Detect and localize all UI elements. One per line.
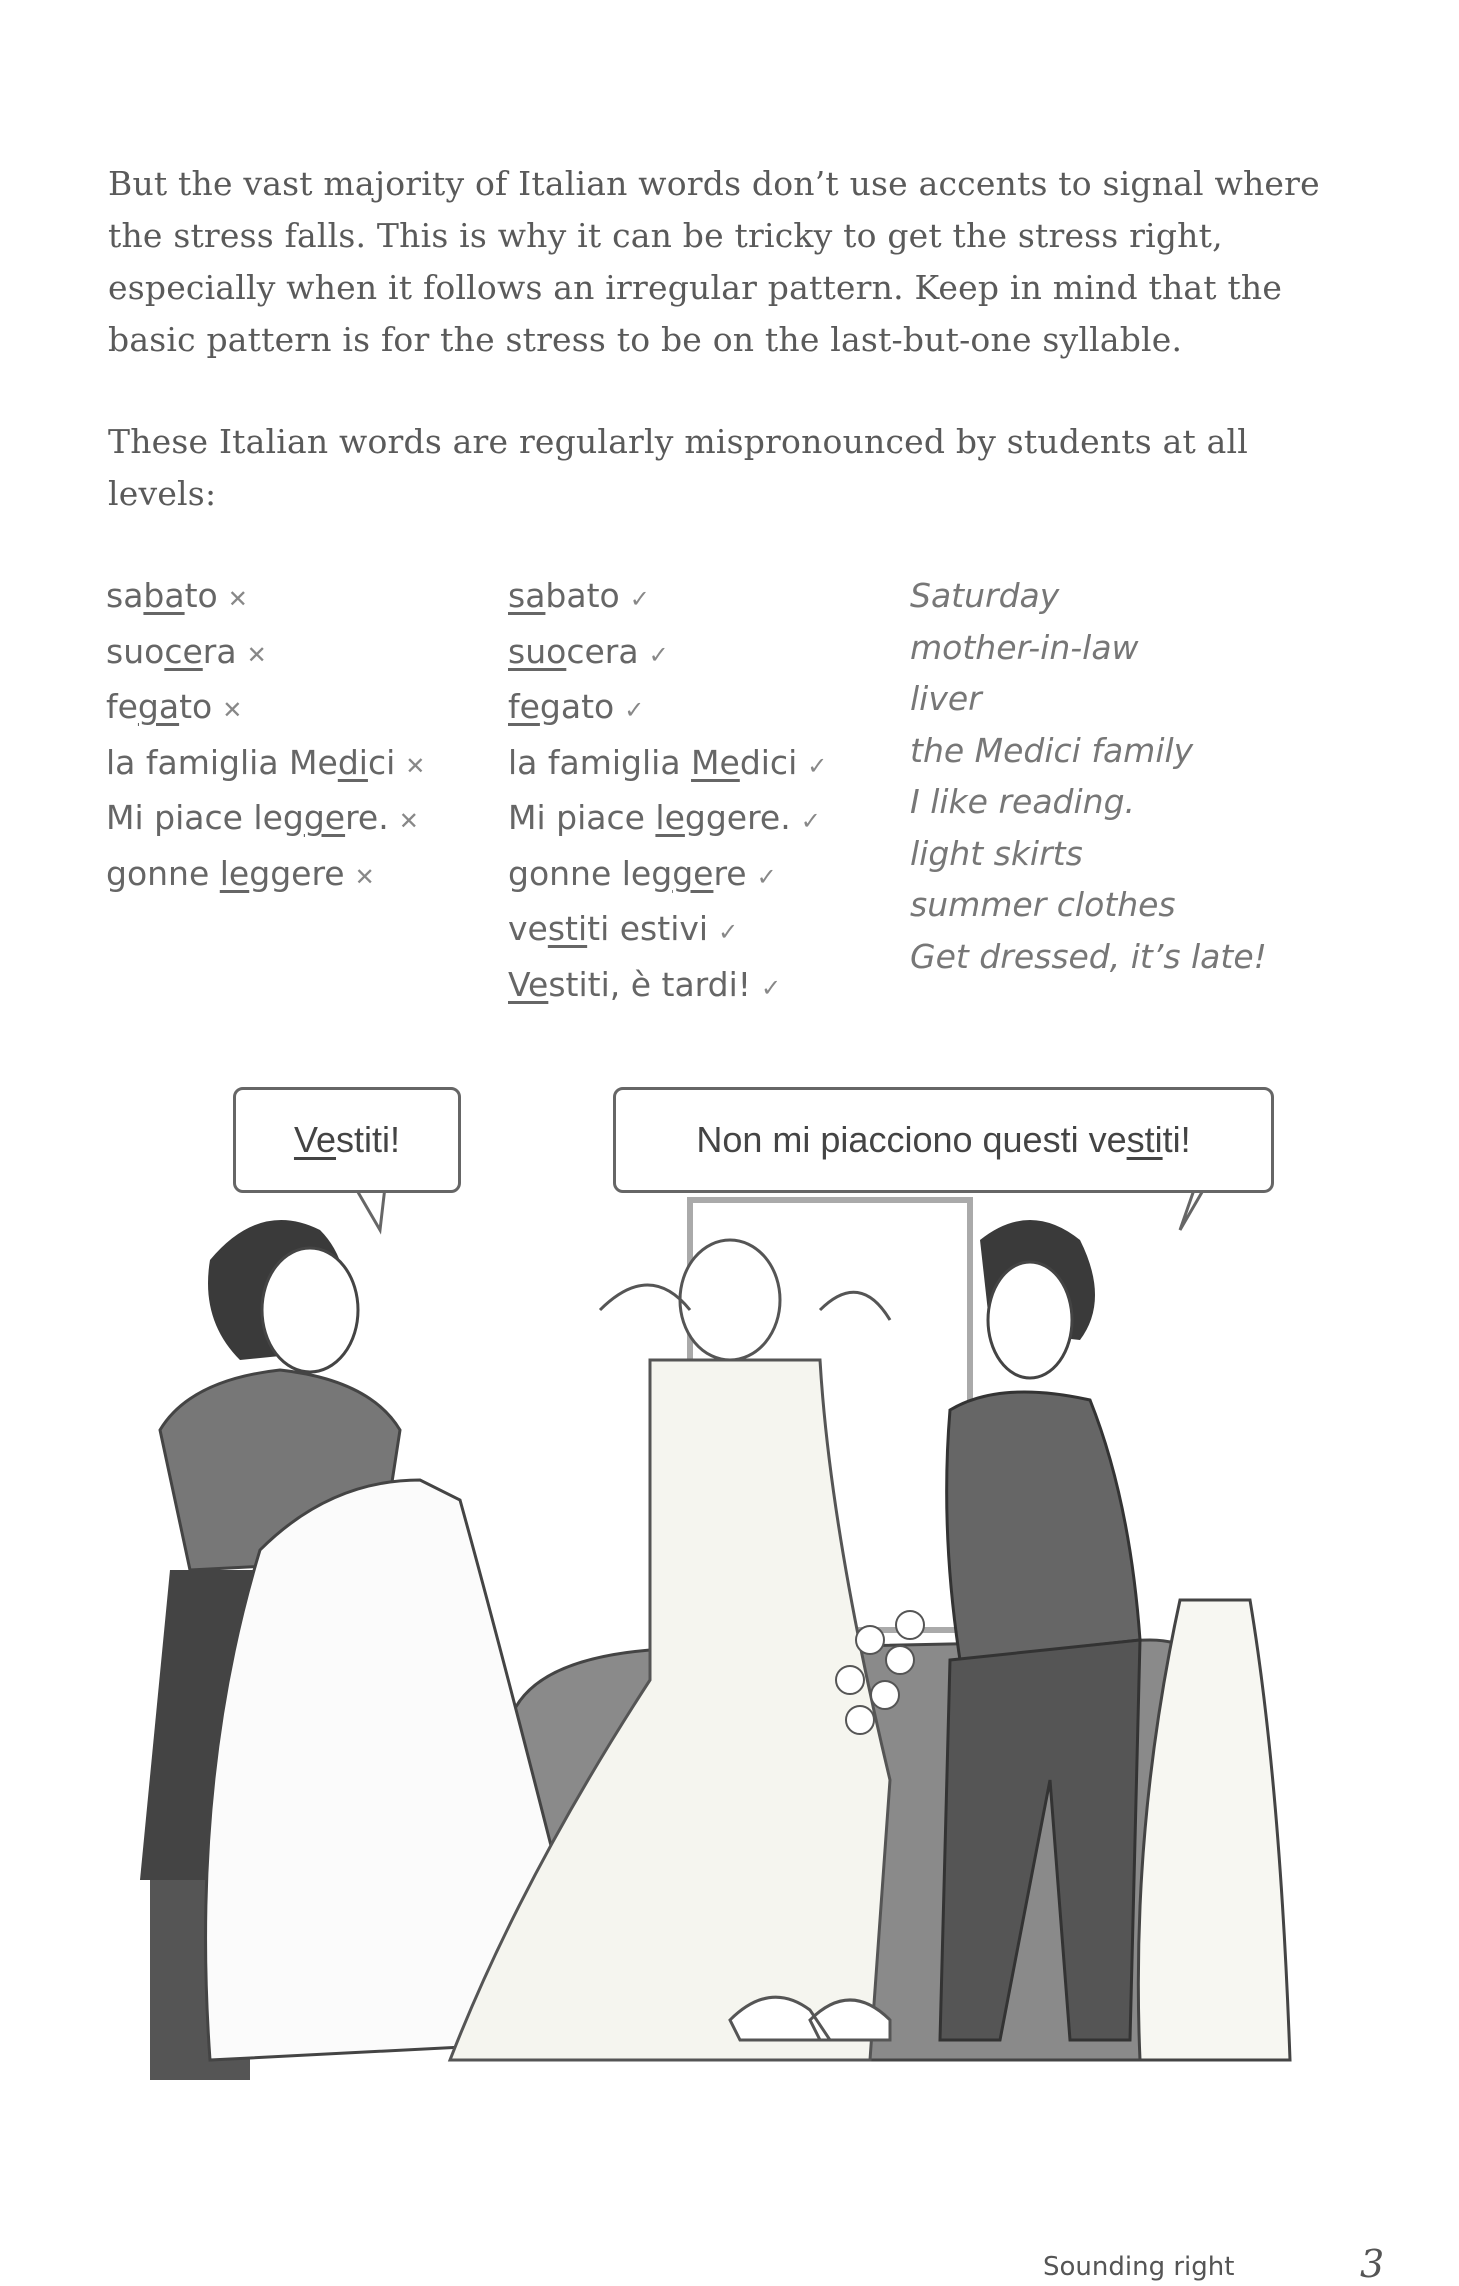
check-icon: ✓ xyxy=(648,640,669,669)
stressed-syllable: Ve xyxy=(508,964,549,1004)
word-segment: la famiglia Me xyxy=(106,742,338,782)
right-pronunciation xyxy=(508,792,827,848)
stressed-syllable: suo xyxy=(508,631,567,671)
stressed-syllable: ga xyxy=(137,687,180,726)
word-segment: ggere xyxy=(249,853,345,893)
right-pronunciation xyxy=(508,737,827,793)
word-segment: ra xyxy=(202,631,237,671)
word-segment: re xyxy=(713,853,747,893)
translation: liver xyxy=(910,679,982,718)
speech-bubble-right xyxy=(613,1087,1274,1193)
right-pronunciations-column xyxy=(508,570,827,1014)
cross-icon: ✕ xyxy=(222,696,243,724)
mispronounced-intro: These Italian words are regularly mispronounced by students at all levels: xyxy=(108,422,1249,513)
word-segment: cera xyxy=(566,631,639,671)
word-segment: dici xyxy=(739,742,798,782)
check-icon: ✓ xyxy=(761,973,782,1002)
speech-bubble-left xyxy=(233,1087,461,1193)
translation: the Medici family xyxy=(910,730,1194,770)
cross-icon: ✕ xyxy=(227,585,248,613)
word-segment: ve xyxy=(508,909,548,948)
word-segment: fe xyxy=(106,687,138,726)
wrong-pronunciation xyxy=(106,848,425,904)
check-icon: ✓ xyxy=(629,585,650,613)
bubble-tail xyxy=(1180,1187,1205,1230)
check-icon: ✓ xyxy=(800,807,821,835)
stressed-syllable: ge xyxy=(672,853,714,893)
translation: Saturday xyxy=(910,576,1060,615)
stressed-syllable: le xyxy=(219,853,250,893)
word-segment: ci xyxy=(367,742,396,782)
wrong-pronunciations-column xyxy=(106,570,425,903)
cross-icon: ✕ xyxy=(405,751,426,780)
wrong-pronunciation xyxy=(106,737,425,793)
right-pronunciation xyxy=(508,848,827,904)
word-segment: gonne xyxy=(106,853,220,893)
stressed-syllable: ce xyxy=(164,631,203,671)
translation: mother-in-law xyxy=(910,627,1139,667)
word-segment: bato xyxy=(545,576,620,615)
stressed-syllable: fe xyxy=(508,687,540,726)
stressed-syllable: sti xyxy=(547,909,588,948)
stressed-syllable: ba xyxy=(143,576,185,615)
check-icon: ✓ xyxy=(756,862,777,891)
translation: light skirts xyxy=(910,833,1083,873)
word-segment: gato xyxy=(539,687,615,726)
wrong-pronunciation xyxy=(106,792,425,848)
right-pronunciation xyxy=(508,626,827,682)
word-segment: sa xyxy=(106,576,144,615)
intro-paragraph: But the vast majority of Italian words don’t use accents to signal where the stress falls. This is why it can be tricky to get the stress right, especially when it follows an irregular pattern. Keep in mind that the basic pattern is for the stress to be on the last-but-one syllable. xyxy=(108,164,1320,359)
word-segment: to xyxy=(184,576,218,615)
word-segment: stiti! xyxy=(336,1119,401,1160)
word-segment: Mi piace xyxy=(508,798,656,837)
word-segment: ti! xyxy=(1162,1119,1191,1160)
bubble-tail xyxy=(355,1187,385,1230)
translation: I like reading. xyxy=(910,782,1136,821)
wrong-pronunciation xyxy=(106,570,425,626)
word-segment: to xyxy=(179,687,213,726)
stressed-syllable: Ve xyxy=(293,1119,337,1160)
word-segment: la famiglia xyxy=(508,742,692,782)
right-pronunciation xyxy=(508,681,827,737)
wrong-pronunciation xyxy=(106,681,425,737)
word-segment: gonne leg xyxy=(508,853,673,893)
right-pronunciation xyxy=(508,903,827,959)
word-segment: ti estivi xyxy=(587,909,709,948)
check-icon: ✓ xyxy=(718,918,739,946)
check-icon: ✓ xyxy=(807,751,828,780)
word-segment: stiti, è tardi! xyxy=(548,964,752,1004)
check-icon: ✓ xyxy=(624,696,645,724)
running-footer-title: Sounding right xyxy=(1043,2252,1235,2282)
right-pronunciation xyxy=(508,570,827,626)
translation: Get dressed, it’s late! xyxy=(910,936,1267,976)
wedding-dress xyxy=(450,1240,890,2060)
word-segment: suo xyxy=(106,631,165,671)
stressed-syllable: di xyxy=(337,742,368,782)
page-number: 3 xyxy=(1360,2242,1385,2286)
right-pronunciation xyxy=(508,959,827,1015)
stressed-syllable: sa xyxy=(508,576,546,615)
stressed-syllable: le xyxy=(655,798,685,837)
stressed-syllable: Me xyxy=(691,742,740,782)
translation: summer clothes xyxy=(910,885,1176,924)
word-segment: ggere. xyxy=(684,798,791,837)
cross-icon: ✕ xyxy=(246,640,267,669)
word-segment: Non mi piacciono questi ve xyxy=(696,1119,1127,1160)
stressed-syllable: sti xyxy=(1126,1119,1163,1160)
translations-column xyxy=(910,570,1267,982)
word-segment: Mi piace leg xyxy=(106,798,304,837)
cartoon-illustration xyxy=(130,1080,1310,2080)
word-segment: re. xyxy=(345,798,389,837)
stressed-syllable: ge xyxy=(303,798,346,837)
cross-icon: ✕ xyxy=(398,807,419,835)
cross-icon: ✕ xyxy=(354,862,375,891)
wrong-pronunciation xyxy=(106,626,425,682)
